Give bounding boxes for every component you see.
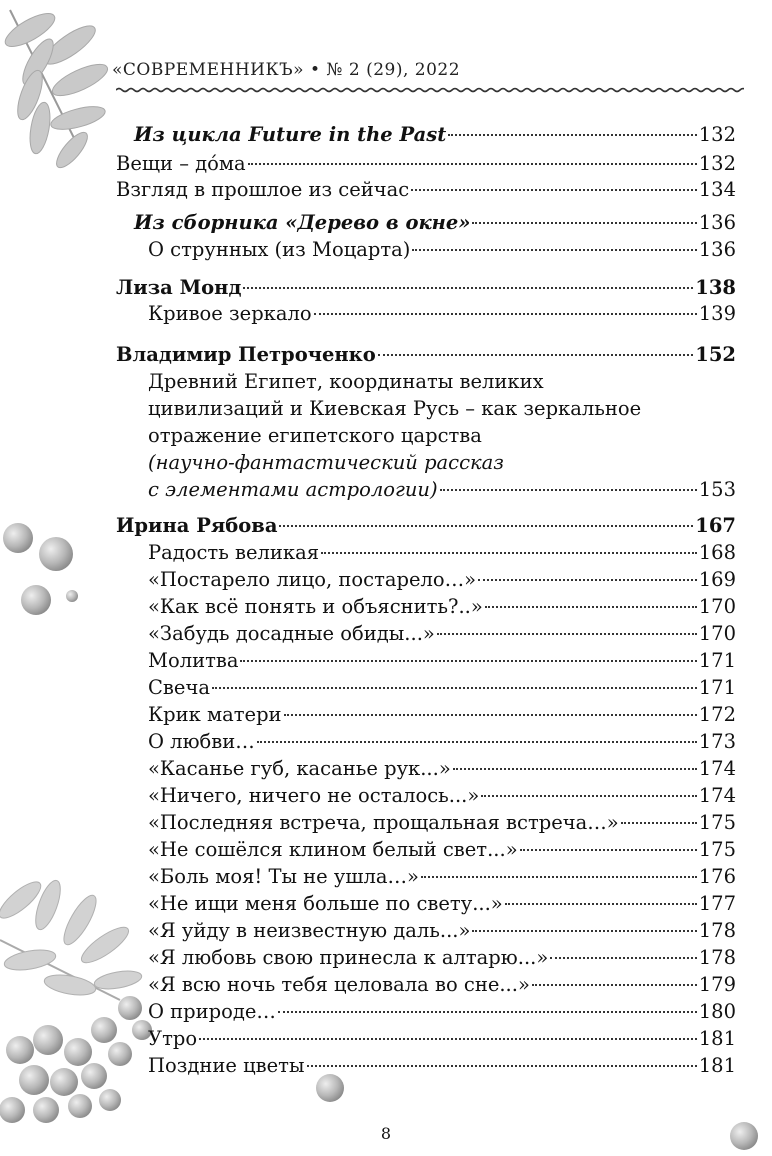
toc-entry-page: 138 [695, 276, 736, 299]
toc-entry-page: 136 [698, 238, 736, 261]
toc-entry-page: 171 [698, 649, 736, 672]
toc-entry-page: 139 [698, 302, 736, 325]
toc-entry-title: Лиза Монд [116, 276, 242, 299]
toc-entry[interactable] [148, 890, 736, 917]
toc-entry-page: 174 [698, 757, 736, 780]
toc-entry[interactable] [148, 539, 736, 566]
toc-entry-title: «Не ищи меня больше по свету...» [148, 892, 503, 915]
toc-entry-title: Из цикла Future in the Past [134, 123, 447, 146]
toc-entry[interactable] [148, 300, 736, 327]
toc-entry-page: 173 [698, 730, 736, 753]
toc-entry-page: 172 [698, 703, 736, 726]
toc-entry[interactable] [148, 701, 736, 728]
toc-entry-title: «Я любовь свою принесла к алтарю...» [148, 946, 549, 969]
toc-entry[interactable] [148, 944, 736, 971]
toc-entry-title: «Ничего, ничего не осталось...» [148, 784, 480, 807]
journal-header: «СОВРЕМЕННИКЪ» • № 2 (29), 2022 [112, 60, 461, 80]
toc-entry-page: 179 [698, 973, 736, 996]
toc-entry-title: «Касанье губ, касанье рук...» [148, 757, 451, 780]
toc-entry-title: Свеча [148, 676, 210, 699]
toc-entry[interactable] [148, 728, 736, 755]
toc-entry-page: 153 [698, 478, 736, 501]
toc-entry-title: «Боль моя! Ты не ушла…» [148, 865, 419, 888]
toc-entry[interactable] [148, 566, 736, 593]
toc-entry[interactable] [148, 674, 736, 701]
toc-entry-title: (научно-фантастический рассказ [148, 451, 504, 474]
toc-entry[interactable] [116, 150, 736, 177]
toc-entry-title: Кривое зеркало [148, 302, 312, 325]
toc-entry-page: 181 [698, 1027, 736, 1050]
toc-entry-page: 171 [698, 676, 736, 699]
toc-entry-title: «Как всё понять и объяснить?..» [148, 595, 483, 618]
toc-entry-title: Поздние цветы [148, 1054, 305, 1077]
toc-entry-page: 176 [698, 865, 736, 888]
toc-entry-page: 175 [698, 811, 736, 834]
toc-entry-page: 174 [698, 784, 736, 807]
toc-entry-title: О природе… [148, 1000, 276, 1023]
toc-entry[interactable] [134, 209, 736, 236]
toc-entry-title: отражение египетского царства [148, 424, 482, 447]
toc-entry-page: 178 [698, 946, 736, 969]
toc-entry-title: «Последняя встреча, прощальная встреча…» [148, 811, 619, 834]
toc-entry-page: 168 [698, 541, 736, 564]
toc-entry-title: Радость великая [148, 541, 320, 564]
toc-entry-title: Ирина Рябова [116, 514, 278, 537]
toc-entry[interactable] [116, 176, 736, 203]
toc-entry-page: 181 [698, 1054, 736, 1077]
toc-entry[interactable] [116, 512, 736, 539]
toc-entry[interactable] [148, 755, 736, 782]
toc-entry[interactable] [148, 236, 736, 263]
toc-entry-title: Молитва [148, 649, 239, 672]
toc-entry-title: Из сборника «Дерево в окне» [134, 211, 471, 234]
toc-entry[interactable] [148, 863, 736, 890]
toc-entry-page: 178 [698, 919, 736, 942]
toc-entry-title: Крик матери [148, 703, 282, 726]
toc-entry[interactable] [148, 620, 736, 647]
toc-entry-title: «Забудь досадные обиды...» [148, 622, 435, 645]
toc-entry[interactable] [148, 593, 736, 620]
toc-entry[interactable] [148, 647, 736, 674]
toc-entry[interactable] [116, 274, 736, 301]
toc-entry[interactable] [148, 998, 736, 1025]
toc-entry-title: «Я уйду в неизвестную даль...» [148, 919, 471, 942]
toc-entry[interactable] [148, 809, 736, 836]
toc-entry[interactable] [148, 476, 736, 503]
toc-entry-title: «Постарело лицо, постарело…» [148, 568, 477, 591]
toc-entry-title: О струнных (из Моцарта) [148, 238, 411, 261]
toc-entry-page: 132 [698, 152, 736, 175]
toc-entry[interactable] [148, 971, 736, 998]
toc-entry-page: 180 [698, 1000, 736, 1023]
toc-entry[interactable] [134, 121, 736, 148]
toc-entry-page: 136 [698, 211, 736, 234]
toc-entry-page: 170 [698, 595, 736, 618]
toc-entry-title: Взгляд в прошлое из сейчас [116, 178, 410, 201]
toc-entry[interactable] [148, 782, 736, 809]
toc-entry[interactable] [148, 836, 736, 863]
page-number: 8 [380, 1124, 392, 1143]
toc-entry-page: 170 [698, 622, 736, 645]
toc-entry-page: 132 [698, 123, 736, 146]
toc-entry-title: О любви… [148, 730, 255, 753]
toc-entry-page: 169 [698, 568, 736, 591]
toc-entry[interactable] [148, 1025, 736, 1052]
toc-entry-page: 175 [698, 838, 736, 861]
toc-entry-title: цивилизаций и Киевская Русь – как зеркальное [148, 397, 642, 420]
toc-entry-page: 134 [698, 178, 736, 201]
toc-entry-title: «Я всю ночь тебя целовала во сне...» [148, 973, 530, 996]
toc-entry-page: 152 [695, 343, 736, 366]
toc-entry[interactable] [148, 917, 736, 944]
toc-entry[interactable] [116, 341, 736, 368]
toc-entry-page: 167 [695, 514, 736, 537]
toc-entry-title: Владимир Петроченко [116, 343, 376, 366]
toc-entry-title: Утро [148, 1027, 198, 1050]
toc-entry-page: 177 [698, 892, 736, 915]
toc-entry-title: «Не сошёлся клином белый свет...» [148, 838, 518, 861]
toc-entry-title: с элементами астрологии) [148, 478, 438, 501]
toc-entry-title: Древний Египет, координаты великих [148, 370, 544, 393]
toc-entry[interactable] [148, 1052, 736, 1079]
toc-entry-title: Вещи – до́ма [116, 152, 246, 175]
